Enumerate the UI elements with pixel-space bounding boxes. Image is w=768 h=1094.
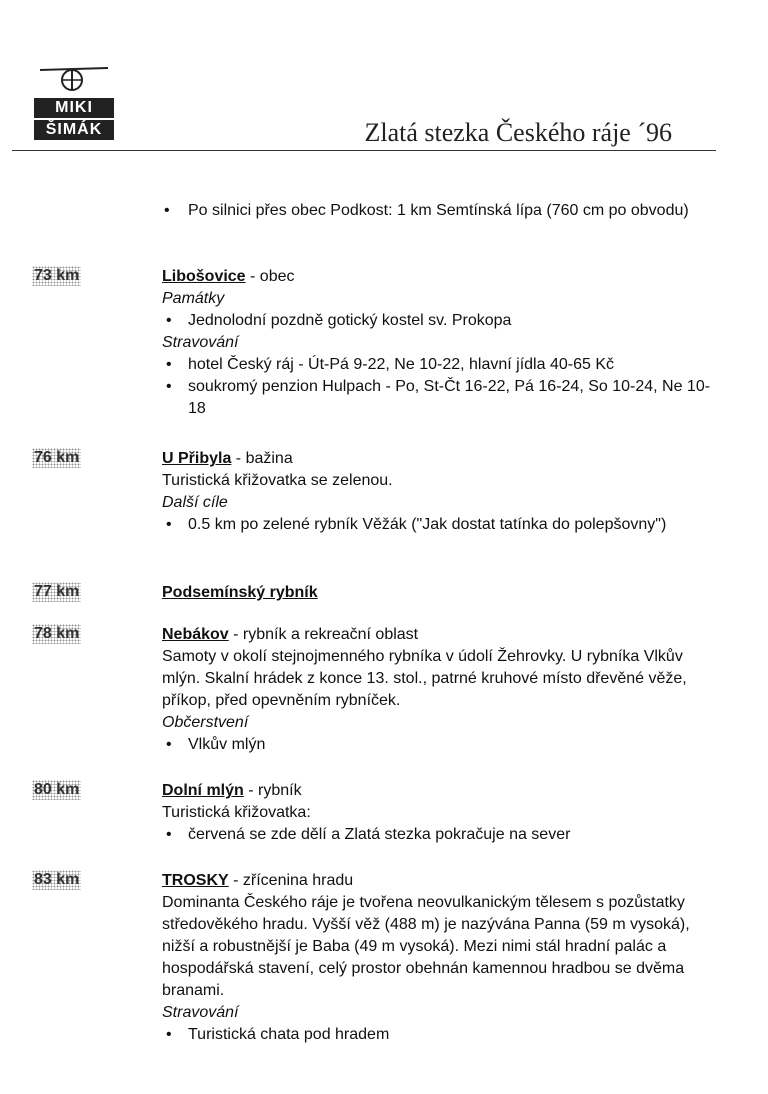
logo-text-top: MIKI <box>34 98 114 118</box>
km-marker: 83 km <box>34 871 80 888</box>
category-label: Stravování <box>162 1004 239 1021</box>
category-label: Občerstvení <box>162 714 249 731</box>
category-label: Další cíle <box>162 494 228 511</box>
bullet-list <box>162 1024 722 1046</box>
stop-title <box>162 266 722 288</box>
km-marker: 73 km <box>34 267 80 284</box>
place-desc: - rybník a rekreační oblast <box>228 626 419 643</box>
list-item: • červená se zde dělí a Zlatá stezka pokračuje na sever <box>162 824 722 846</box>
category-label: Památky <box>162 290 225 307</box>
km-marker: 77 km <box>34 583 80 600</box>
list-item: • soukromý penzion Hulpach - Po, St-Čt 16-22, Pá 16-24, So 10-24, Ne 10-18 <box>162 376 722 420</box>
place-desc: - zřícenina hradu <box>228 872 354 889</box>
page-title: Zlatá stezka Českého ráje ´96 <box>364 118 672 147</box>
bullet-list <box>162 734 722 756</box>
bullet-list <box>162 514 722 536</box>
place-name: TROSKY <box>162 872 229 889</box>
km-marker: 80 km <box>34 781 80 798</box>
description: Turistická křižovatka se zelenou. <box>162 472 393 489</box>
km-marker: 76 km <box>34 449 80 466</box>
km-marker: 78 km <box>34 625 80 642</box>
place-desc: - obec <box>245 268 295 285</box>
logo-text-bottom: ŠIMÁK <box>34 120 114 140</box>
description: Samoty v okolí stejnojmenného rybníka v údolí Žehrovky. U rybníka Vlkův mlýn. Skalní hrádek z konce 13. stol., patrné kruhové místo dřevěné věže, příkop, před opevněním rybníček. <box>162 648 687 709</box>
place-name: Libošovice <box>162 268 246 285</box>
stop-title <box>162 448 722 470</box>
bicycle-icon <box>30 62 114 98</box>
list-item: • Turistická chata pod hradem <box>162 1024 722 1046</box>
stop-title <box>162 870 722 892</box>
place-name: U Přibyla <box>162 450 232 467</box>
list-item: • Vlkův mlýn <box>162 734 722 756</box>
bullet-list <box>162 824 722 846</box>
list-item: • 0.5 km po zelené rybník Věžák ("Jak dostat tatínka do polepšovny") <box>162 514 722 536</box>
intro-bullet: • Po silnici přes obec Podkost: 1 km Semtínská lípa (760 cm po obvodu) <box>188 200 718 222</box>
description: Dominanta Českého ráje je tvořena neovulkanickým tělesem s pozůstatky středověkého hradu. Vyšší věž (488 m) je nazývána Panna (59 m vysoká), nižší a robustnější je Baba (49 m vysoká). Mezi nimi stál hradní palác a hospodářská stavení, celý prostor obehnán kamennou hradbou se dvěma branami. <box>162 894 690 999</box>
bullet-list <box>162 354 722 420</box>
place-name: Dolní mlýn <box>162 782 244 799</box>
place-name: Nebákov <box>162 626 229 643</box>
header-divider <box>12 150 716 151</box>
list-item: • hotel Český ráj - Út-Pá 9-22, Ne 10-22, hlavní jídla 40-65 Kč <box>162 354 722 376</box>
place-desc: - bažina <box>231 450 293 467</box>
description: Turistická křižovatka: <box>162 804 311 821</box>
place-desc: - rybník <box>243 782 302 799</box>
category-label: Stravování <box>162 334 239 351</box>
stop-title <box>162 780 722 802</box>
bullet-list <box>162 310 722 332</box>
place-name: Podsemínský rybník <box>162 584 318 601</box>
list-item: • Jednolodní pozdně gotický kostel sv. Prokopa <box>162 310 722 332</box>
stop-title <box>162 582 722 604</box>
stop-title <box>162 624 722 646</box>
